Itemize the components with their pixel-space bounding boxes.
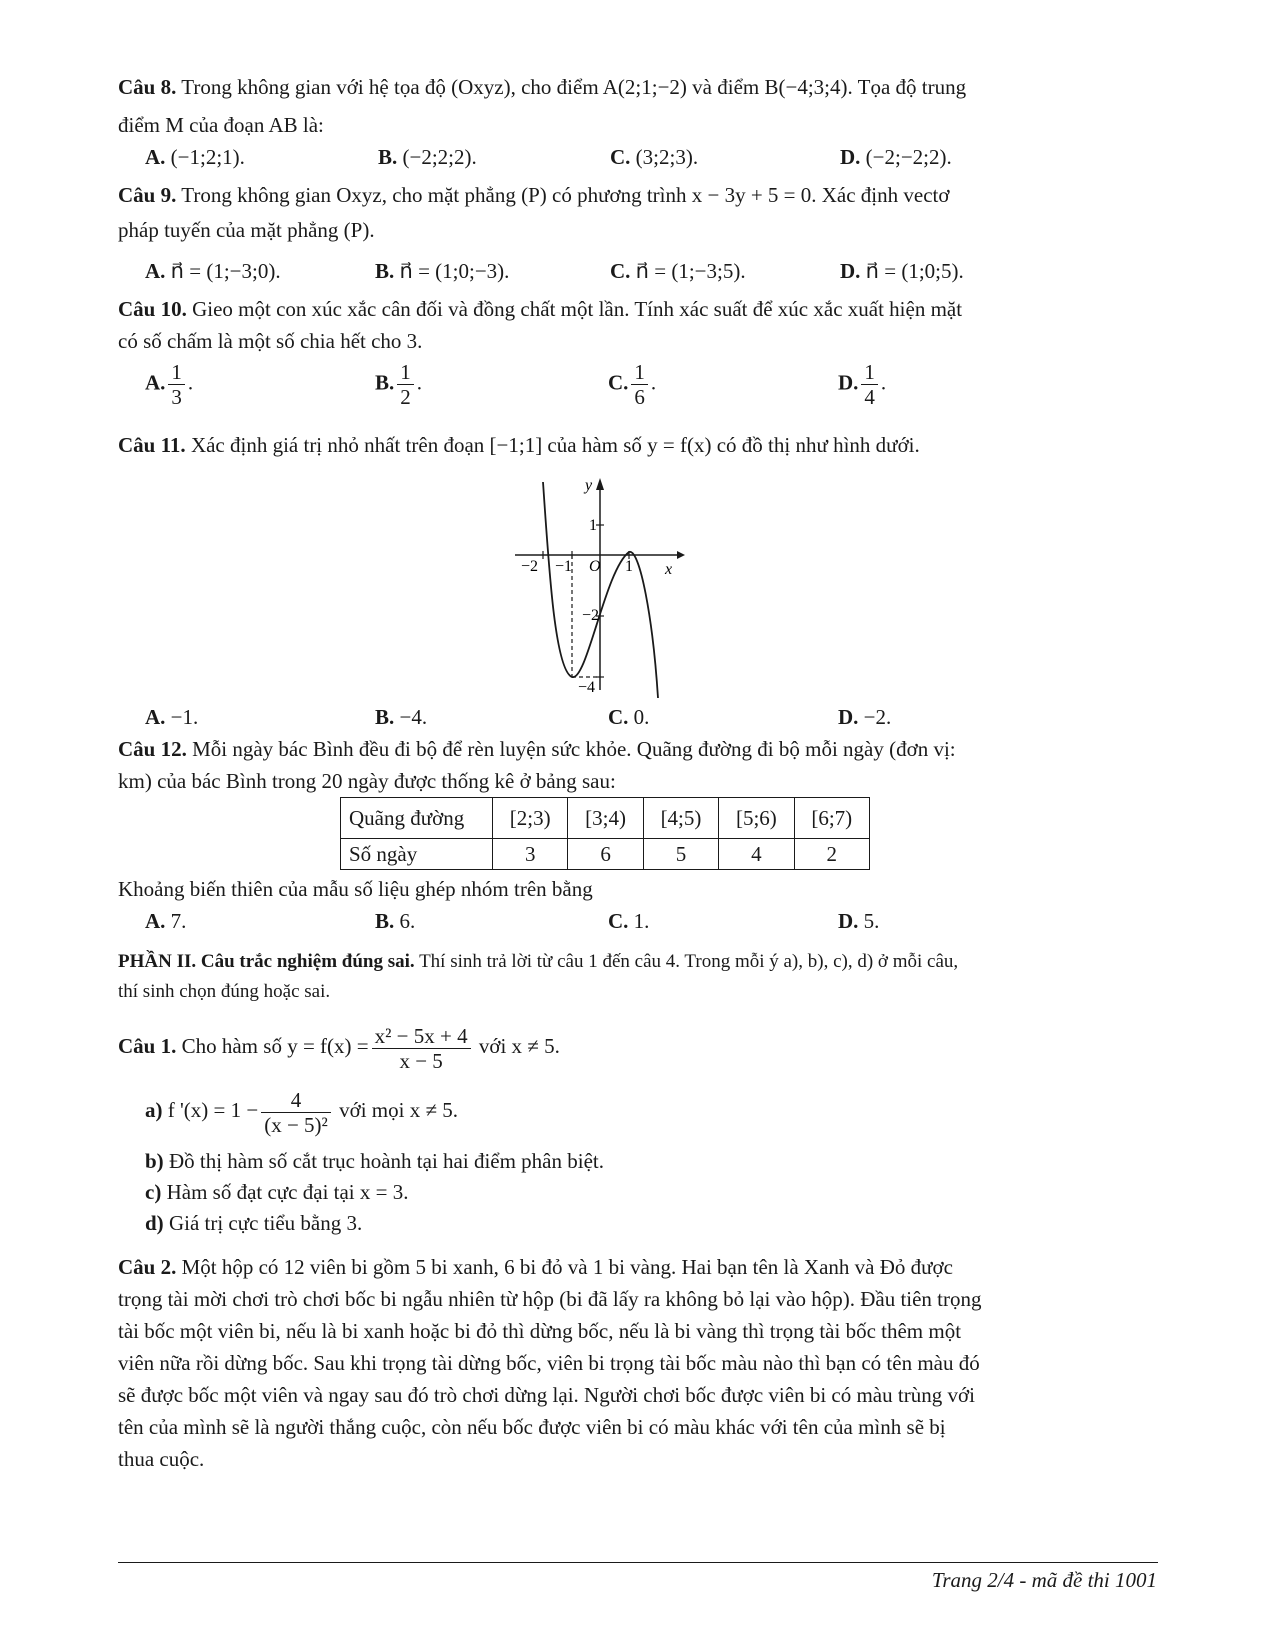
p2q1-stem: Câu 1. Cho hàm số y = f(x) = $\frac{\text{x² − 5x + 4}}{x - 5}$ với x ≠ 5. xyxy=(118,1023,560,1073)
q12-label: Câu 12. xyxy=(118,737,187,761)
table-cell: [4;5) xyxy=(643,798,718,839)
q8-line2: điểm M của đoạn AB là: xyxy=(118,113,324,137)
q12-option-a: A. 7. xyxy=(145,909,187,933)
q8-label: Câu 8. xyxy=(118,75,177,99)
graph-tick-xm2: −2 xyxy=(521,558,539,575)
p2q1-statement-a: a) f '(x) = 1 − $\frac{4}{\text{(x − 5)²}}$ với mọi x ≠ 5. xyxy=(145,1087,458,1137)
table-cell: [5;6) xyxy=(719,798,794,839)
table-cell: 6 xyxy=(568,839,643,870)
part2-line1: PHẦN II. Câu trắc nghiệm đúng sai. Thí sinh trả lời từ câu 1 đến câu 4. Trong mỗi ý a), b), c), d) ở mỗi câu, xyxy=(118,951,959,972)
table-cell: [3;4) xyxy=(568,798,643,839)
q12-text: Mỗi ngày bác Bình đều đi bộ để rèn luyện sức khỏe. Quãng đường đi bộ mỗi ngày (đơn vị: xyxy=(192,737,956,761)
q12-option-d: D. 5. xyxy=(838,909,880,933)
q12-option-c: C. 1. xyxy=(608,909,650,933)
graph-y-label: y xyxy=(585,477,593,494)
graph-x-arrow xyxy=(677,551,685,559)
part2-line2: thí sinh chọn đúng hoặc sai. xyxy=(118,981,331,1002)
q11-label: Câu 11. xyxy=(118,433,186,457)
table-cell: [6;7) xyxy=(794,798,869,839)
table-cell: 4 xyxy=(719,839,794,870)
q8-text: Trong không gian với hệ tọa độ (Oxyz), cho điểm A(2;1;−2) và điểm B(−4;3;4). Tọa độ trung xyxy=(181,75,967,99)
p2q1-statement-c: c) Hàm số đạt cực đại tại x = 3. xyxy=(145,1180,409,1204)
q12-line2: km) của bác Bình trong 20 ngày được thống kê ở bảng sau: xyxy=(118,769,616,793)
q10-option-a: A. $\frac{1}{3}$ . xyxy=(145,360,194,409)
q9-option-c: C. n⃗ = (1;−3;5). xyxy=(610,259,746,283)
q10-option-b: B. $\frac{1}{2}$ . xyxy=(375,360,423,409)
q8-line1 xyxy=(118,72,966,102)
q9-option-b: B. n⃗ = (1;0;−3). xyxy=(375,259,510,283)
q8-option-d: D. (−2;−2;2). xyxy=(840,145,952,169)
q11-text: Xác định giá trị nhỏ nhất trên đoạn [−1;1] của hàm số y = f(x) có đồ thị như hình dưới. xyxy=(190,433,920,457)
q12-line1 xyxy=(118,734,956,764)
p2q2-line5: sẽ được bốc một viên và ngay sau đó trò chơi dừng lại. Người chơi bốc được viên bi có màu trùng với xyxy=(118,1383,975,1407)
part2-title: PHẦN II. Câu trắc nghiệm đúng sai. xyxy=(118,951,415,972)
q9-line2: pháp tuyến của mặt phẳng (P). xyxy=(118,218,375,242)
q11-line1 xyxy=(118,430,920,460)
graph-tick-y1: 1 xyxy=(589,517,597,534)
graph-tick-xm1: −1 xyxy=(555,558,573,575)
p2q1-statement-d: d) Giá trị cực tiểu bằng 3. xyxy=(145,1211,363,1235)
q10-line1 xyxy=(118,294,962,324)
q12-option-b: B. 6. xyxy=(375,909,416,933)
graph-tick-x1: 1 xyxy=(625,558,633,575)
q11-option-a: A. −1. xyxy=(145,705,199,729)
graph-origin-label: O xyxy=(589,558,601,575)
graph-x-label: x xyxy=(665,561,673,578)
graph-y-arrow xyxy=(596,478,604,490)
p2q2-line4: viên nữa rồi dừng bốc. Sau khi trọng tài dừng bốc, viên bi trọng tài bốc màu nào thì bạn có tên màu đó xyxy=(118,1351,980,1375)
q8-option-b: B. (−2;2;2). xyxy=(378,145,477,169)
q11-graph xyxy=(505,470,695,705)
q9-label: Câu 9. xyxy=(118,183,177,207)
table-cell: [2;3) xyxy=(493,798,568,839)
table-header-distance: Quãng đường xyxy=(341,798,493,839)
graph-tick-ym4: −4 xyxy=(578,679,596,696)
p2q2-line7: thua cuộc. xyxy=(118,1447,205,1471)
q9-line1 xyxy=(118,180,949,210)
q11-option-d: D. −2. xyxy=(838,705,892,729)
p2q2-line1: Câu 2. Một hộp có 12 viên bi gồm 5 bi xanh, 6 bi đỏ và 1 bi vàng. Hai bạn tên là Xanh và Đỏ được xyxy=(118,1255,953,1279)
table-row xyxy=(341,839,870,870)
p2q2-line2: trọng tài mời chơi trò chơi bốc bi ngẫu nhiên từ hộp (bi đã lấy ra không bỏ lại vào hộp). Đầu tiên trọng xyxy=(118,1287,982,1311)
q10-option-d: D. $\frac{1}{4}$ . xyxy=(838,360,887,409)
page-footer: Trang 2/4 - mã đề thi 1001 xyxy=(931,1568,1157,1592)
q10-option-c: C. $\frac{1}{6}$ . xyxy=(608,360,657,409)
q12-table xyxy=(340,797,870,870)
q10-label: Câu 10. xyxy=(118,297,187,321)
p2q1-label: Câu 1. xyxy=(118,1034,177,1058)
p2q2-label: Câu 2. xyxy=(118,1255,177,1279)
q11-option-b: B. −4. xyxy=(375,705,428,729)
table-header-days: Số ngày xyxy=(341,839,493,870)
q10-line2: có số chấm là một số chia hết cho 3. xyxy=(118,329,423,353)
p2q2-line3: tài bốc một viên bi, nếu là bi xanh hoặc bi đỏ thì dừng bốc, nếu là bi vàng thì trọng tài bốc thêm một xyxy=(118,1319,962,1343)
table-cell: 5 xyxy=(643,839,718,870)
p2q2-line6: tên của mình sẽ là người thắng cuộc, còn nếu bốc được viên bi có màu khác với tên của mình sẽ bị xyxy=(118,1415,946,1439)
graph-tick-ym2: −2 xyxy=(582,607,600,624)
p2q1-statement-b: b) Đồ thị hàm số cắt trục hoành tại hai điểm phân biệt. xyxy=(145,1149,604,1173)
q10-text: Gieo một con xúc xắc cân đối và đồng chất một lần. Tính xác suất để xúc xắc xuất hiện mặt xyxy=(192,297,963,321)
table-cell: 3 xyxy=(493,839,568,870)
footer-divider xyxy=(118,1562,1158,1563)
table-row xyxy=(341,798,870,839)
table-cell: 2 xyxy=(794,839,869,870)
q9-option-d: D. n⃗ = (1;0;5). xyxy=(840,259,964,283)
q9-option-a: A. n⃗ = (1;−3;0). xyxy=(145,259,281,283)
q9-text: Trong không gian Oxyz, cho mặt phẳng (P) có phương trình x − 3y + 5 = 0. Xác định vectơ xyxy=(181,183,950,207)
q11-option-c: C. 0. xyxy=(608,705,650,729)
q12-line3: Khoảng biến thiên của mẫu số liệu ghép nhóm trên bằng xyxy=(118,877,593,901)
q8-option-c: C. (3;2;3). xyxy=(610,145,699,169)
q8-option-a: A. (−1;2;1). xyxy=(145,145,245,169)
